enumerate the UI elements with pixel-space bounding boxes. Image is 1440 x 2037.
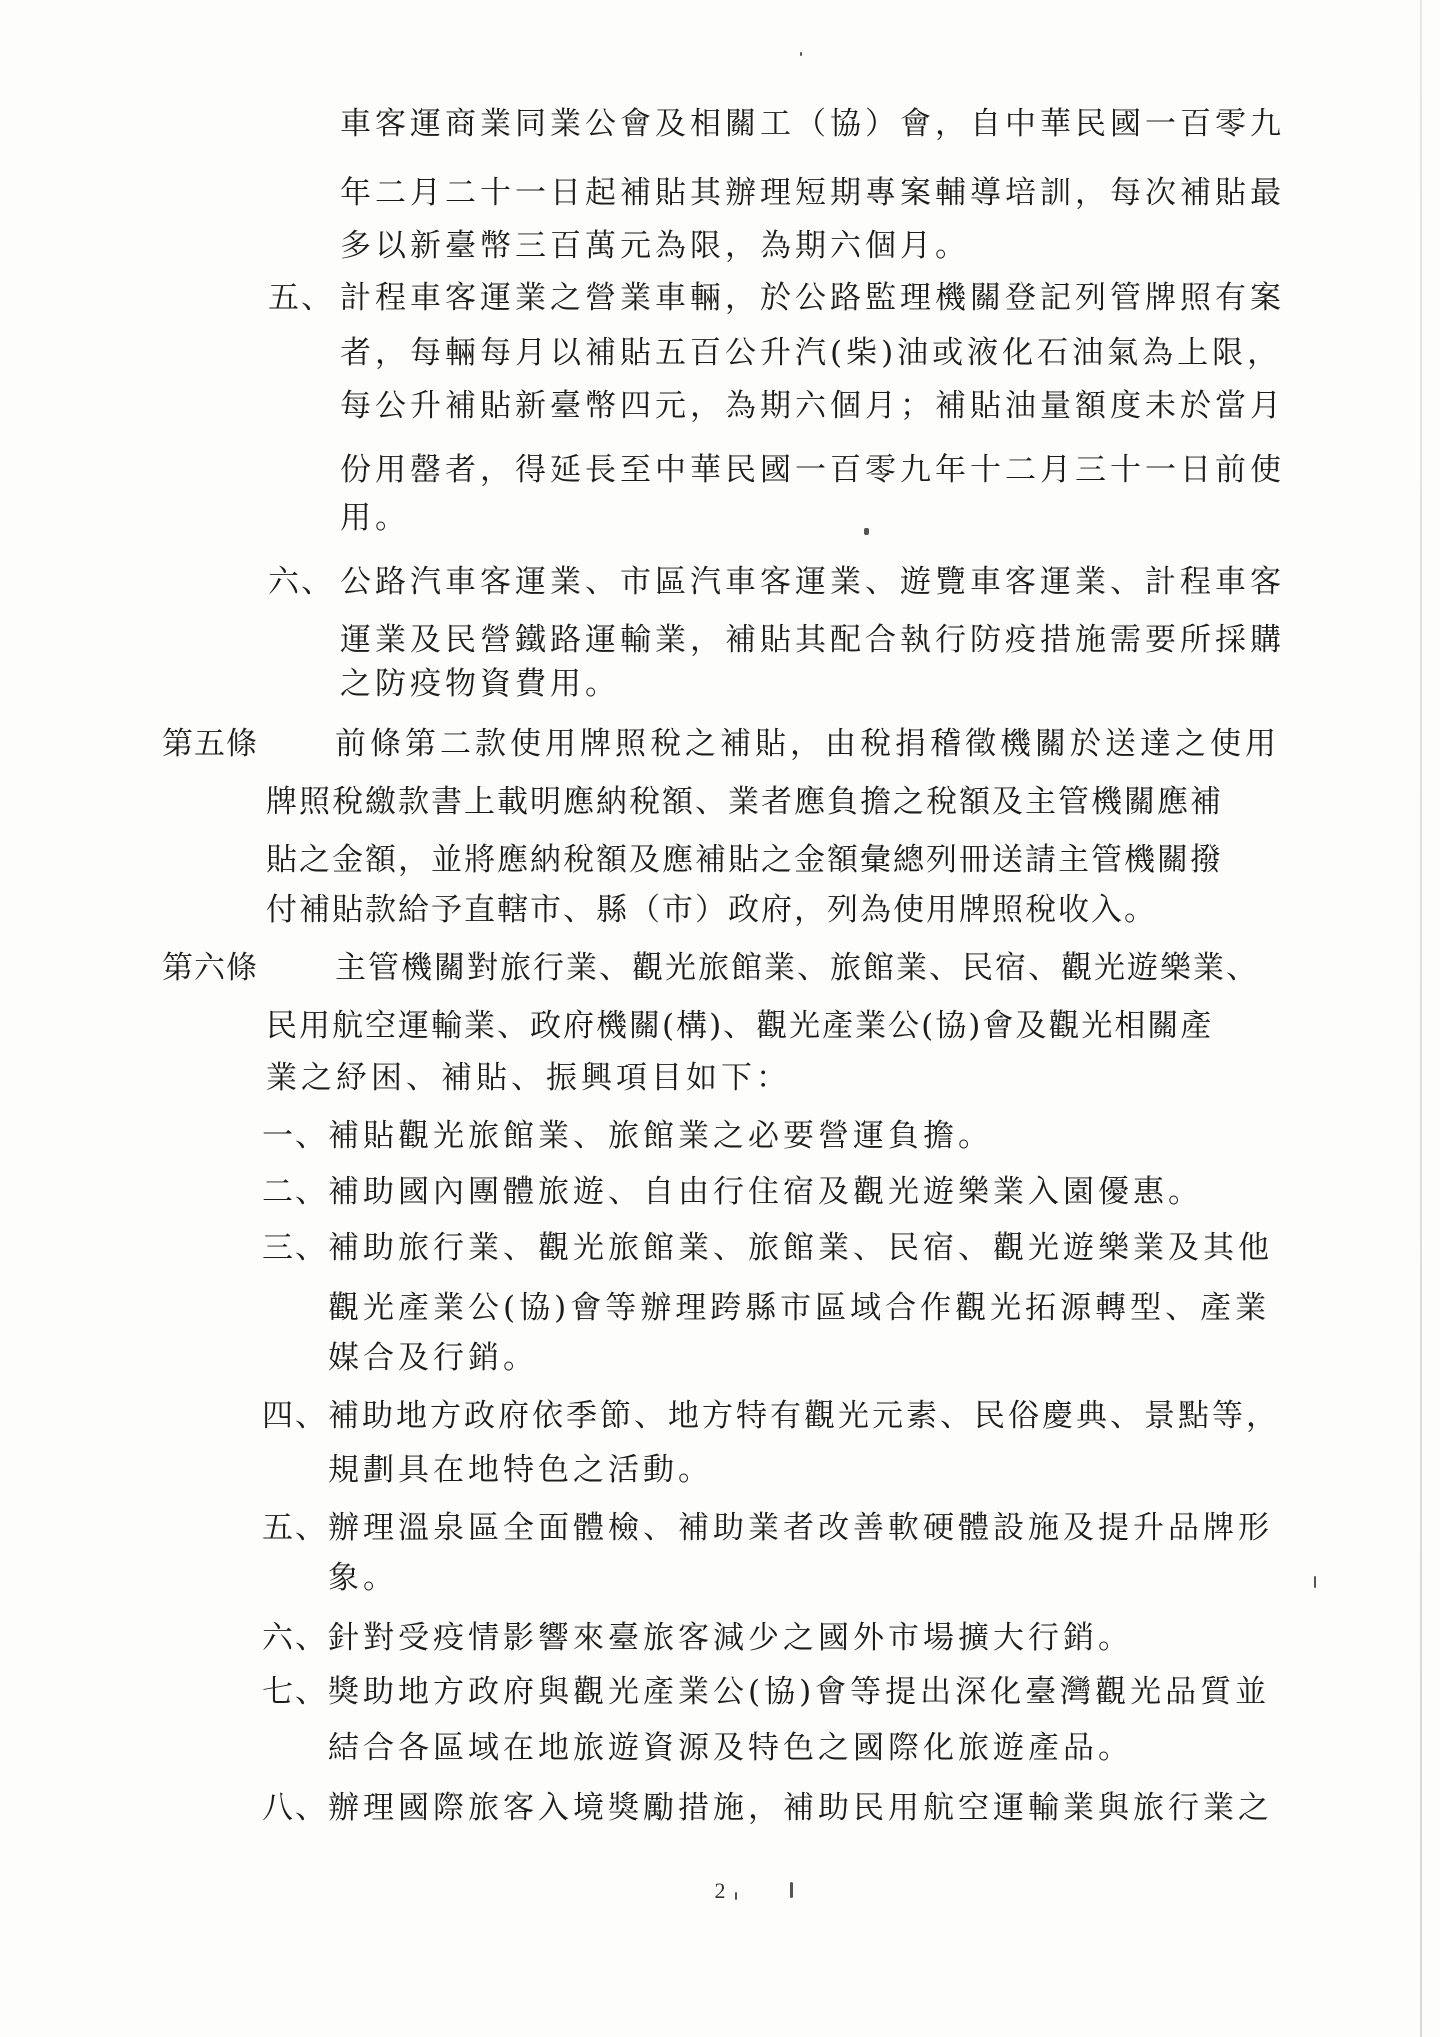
text-line: 公路汽車客運業、市區汽車客運業、遊覽車客運業、計程車客	[340, 564, 1285, 600]
text-line: 付補貼款給予直轄市、縣（市）政府，列為使用牌照稅收入。	[266, 892, 1157, 928]
item-number: 二、	[262, 1174, 328, 1210]
scan-speck	[800, 52, 802, 56]
item-number: 一、	[262, 1118, 328, 1154]
text-line: 份用罄者，得延長至中華民國一百零九年十二月三十一日前使	[340, 452, 1285, 488]
text-line: 多以新臺幣三百萬元為限，為期六個月。	[340, 228, 970, 264]
page-number: 2	[714, 1878, 726, 1903]
text-line: 民用航空運輸業、政府機關(構)、觀光產業公(協)會及觀光相關產	[266, 1008, 1214, 1044]
text-line: 主管機關對旅行業、觀光旅館業、旅館業、民宿、觀光遊樂業、	[335, 950, 1259, 986]
text-line: 補助地方政府依季節、地方特有觀光元素、民俗慶典、景點等，	[328, 1398, 1280, 1434]
text-line: 補助旅行業、觀光旅館業、旅館業、民宿、觀光遊樂業及其他	[328, 1230, 1273, 1266]
text-line: 年二月二十一日起補貼其辦理短期專案輔導培訓，每次補貼最	[340, 175, 1285, 211]
text-line: 針對受疫情影響來臺旅客減少之國外市場擴大行銷。	[328, 1620, 1133, 1656]
scan-speck	[735, 1892, 737, 1900]
scan-speck	[1314, 1576, 1316, 1588]
scan-speck	[864, 528, 869, 535]
text-line: 觀光產業公(協)會等辦理跨縣市區域合作觀光拓源轉型、產業	[328, 1290, 1271, 1326]
text-line: 每公升補貼新臺幣四元，為期六個月；補貼油量額度未於當月	[340, 388, 1285, 424]
item-number: 七、	[262, 1674, 328, 1710]
text-line: 運業及民營鐵路運輸業，補貼其配合執行防疫措施需要所採購	[340, 622, 1285, 658]
text-line: 結合各區域在地旅遊資源及特色之國際化旅遊產品。	[328, 1730, 1133, 1766]
text-line: 辦理國際旅客入境獎勵措施，補助民用航空運輸業與旅行業之	[328, 1790, 1273, 1826]
item-number: 三、	[262, 1230, 328, 1266]
text-line: 牌照稅繳款書上載明應納稅額、業者應負擔之稅額及主管機關應補	[266, 784, 1223, 820]
text-line: 貼之金額，並將應納稅額及應補貼之金額彙總列冊送請主管機關撥	[266, 842, 1223, 878]
scan-edge	[1420, 0, 1422, 2037]
text-line: 用。	[340, 500, 410, 536]
text-line: 規劃具在地特色之活動。	[328, 1452, 713, 1488]
text-line: 業之紓困、補貼、振興項目如下：	[266, 1060, 791, 1096]
text-line: 車客運商業同業公會及相關工（協）會，自中華民國一百零九	[340, 106, 1285, 142]
text-line: 象。	[328, 1560, 398, 1596]
item-number: 八、	[262, 1790, 328, 1826]
text-line: 前條第二款使用牌照稅之補貼，由稅捐稽徵機關於送達之使用	[335, 726, 1280, 762]
item-number: 六、	[268, 564, 334, 600]
text-line: 補助國內團體旅遊、自由行住宿及觀光遊樂業入園優惠。	[328, 1174, 1203, 1210]
text-line: 辦理溫泉區全面體檢、補助業者改善軟硬體設施及提升品牌形	[328, 1510, 1273, 1546]
item-number: 五、	[262, 1510, 328, 1546]
article-heading: 第五條	[162, 726, 258, 762]
text-line: 計程車客運業之營業車輛，於公路監理機關登記列管牌照有案	[340, 280, 1285, 316]
text-line: 者，每輛每月以補貼五百公升汽(柴)油或液化石油氣為上限，	[340, 335, 1283, 371]
article-heading: 第六條	[162, 950, 258, 986]
scan-speck	[790, 1882, 793, 1898]
text-line: 獎助地方政府與觀光產業公(協)會等提出深化臺灣觀光品質並	[328, 1674, 1271, 1710]
item-number: 四、	[262, 1398, 328, 1434]
item-number: 五、	[268, 280, 334, 316]
item-number: 六、	[262, 1620, 328, 1656]
text-line: 媒合及行銷。	[328, 1340, 538, 1376]
text-line: 補貼觀光旅館業、旅館業之必要營運負擔。	[328, 1118, 993, 1154]
text-line: 之防疫物資費用。	[340, 666, 620, 702]
